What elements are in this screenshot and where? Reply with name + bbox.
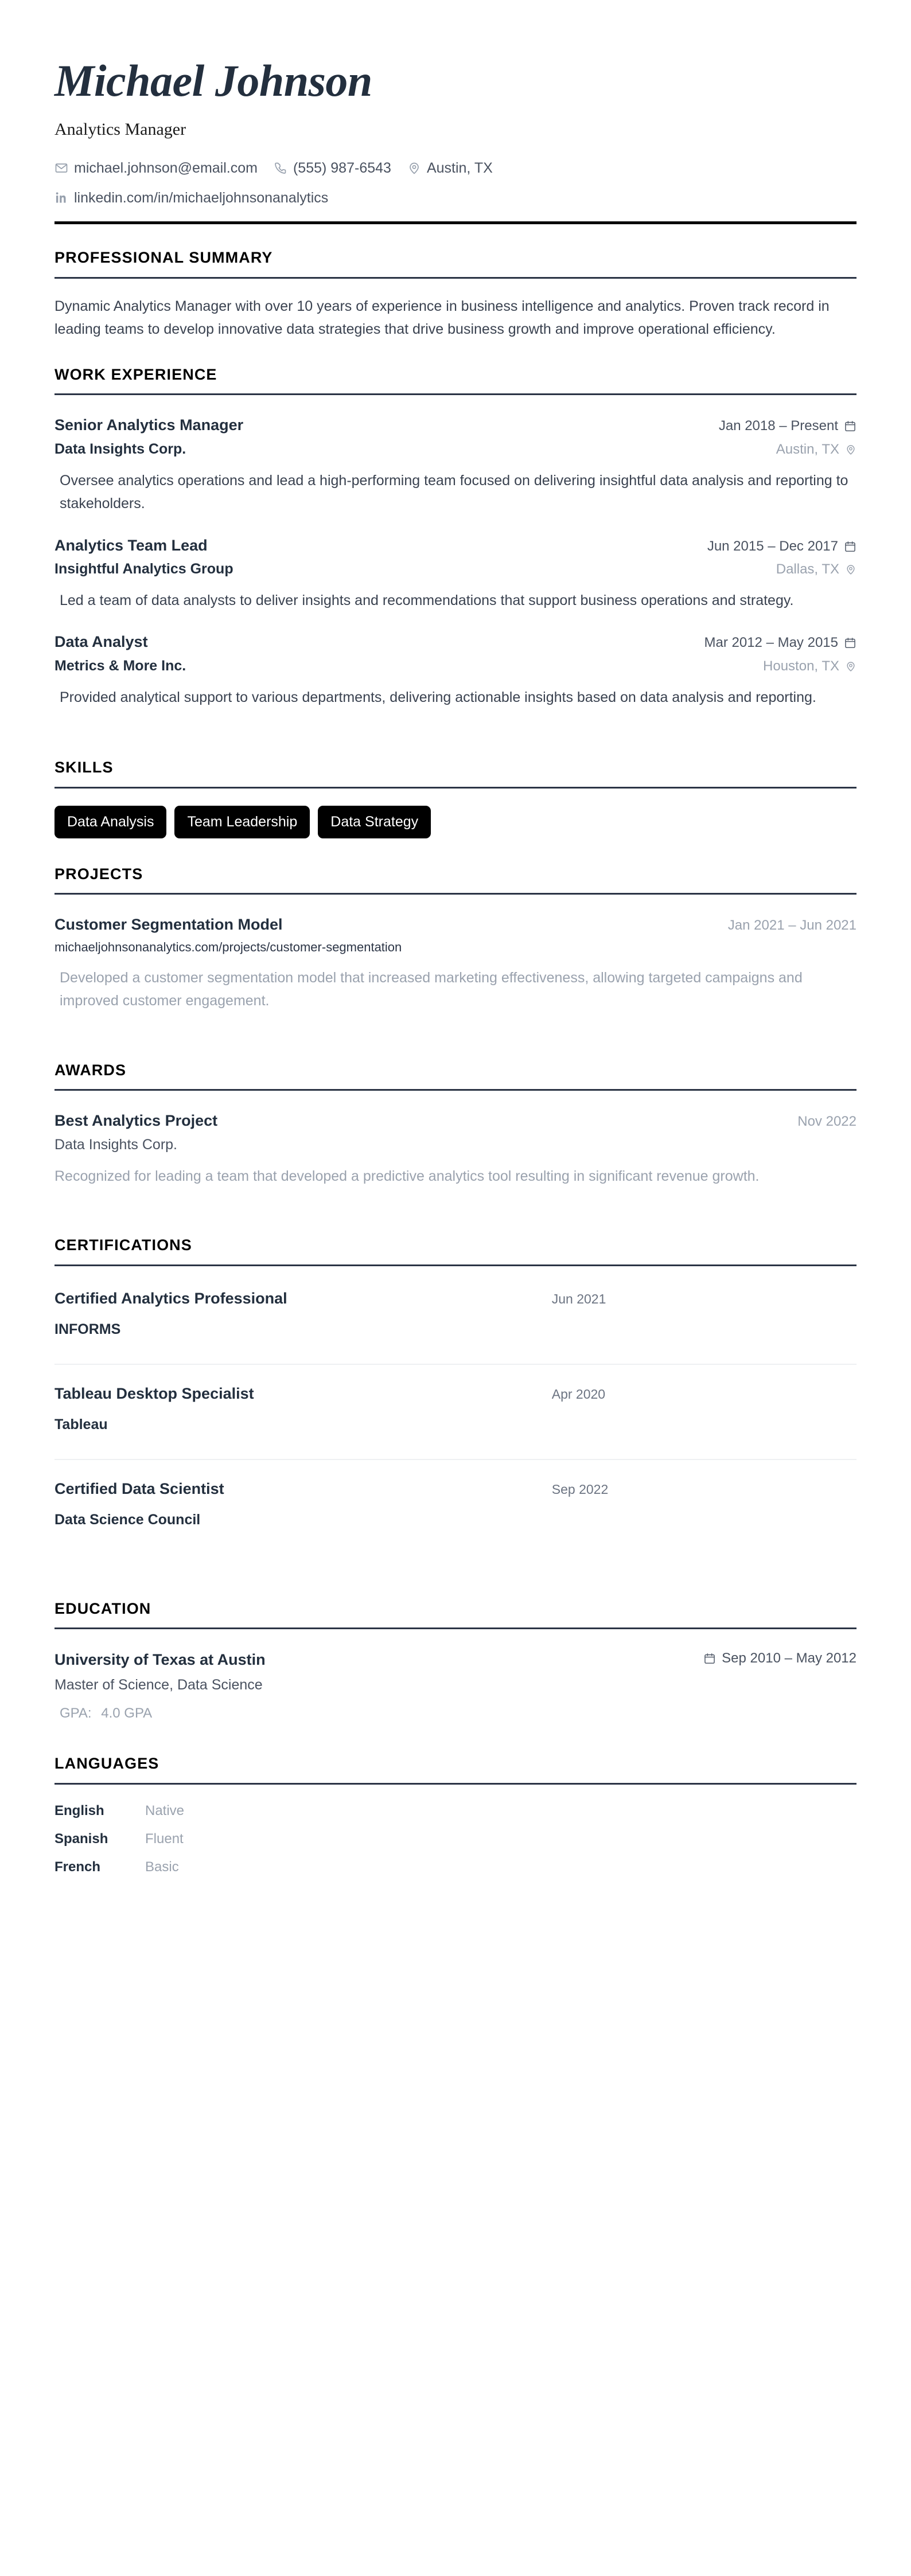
award-entry [54,1111,857,1188]
work-description: Led a team of data analysts to deliver insights and recommendations that support business operations and strategy. [60,592,794,608]
language-name: French [54,1859,101,1875]
calendar-icon [844,637,857,649]
section-title-awards: AWARDS [54,1061,127,1079]
summary-text: Dynamic Analytics Manager with over 10 years of experience in business intelligence and analytics. Proven track record in leading teams to develop innovative data strategies that drive business growth and improve operational efficiency. [54,298,830,338]
work-dates [707,538,857,555]
language-name: English [54,1802,104,1818]
education-dates-text: Sep 2010 – May 2012 [722,1650,857,1666]
education-entry-headline [54,1650,857,1670]
header-divider [54,221,857,224]
language-row [54,1802,857,1820]
work-location-text: Austin, TX [776,442,839,458]
work-entry-headline [54,536,857,556]
section-title-education: EDUCATION [54,1599,151,1617]
work-role: Data Analyst [54,633,148,651]
work-location [763,658,857,675]
education-entry [54,1650,857,1722]
section-divider [54,787,857,789]
work-dates-text: Jan 2018 – Present [718,418,838,434]
contact-linkedin-text: linkedin.com/in/michaeljohnsonanalytics [74,189,329,206]
section-divider [54,1264,857,1266]
education-degree: Master of Science, Data Science [54,1677,263,1693]
work-description: Oversee analytics operations and lead a high-performing team focused on delivering insightful data analysis and reporting to stakeholders. [60,472,848,512]
contact-location [407,159,493,177]
language-level: Fluent [145,1830,184,1847]
calendar-icon [703,1652,716,1665]
section-divider [54,1089,857,1091]
work-location-text: Dallas, TX [776,561,839,577]
language-row [54,1830,857,1848]
education-gpa [54,1704,857,1722]
work-company: Metrics & More Inc. [54,658,186,674]
section-languages [54,1755,857,1876]
calendar-icon [844,540,857,553]
project-dates [728,917,857,934]
award-date [797,1113,857,1130]
project-name: Customer Segmentation Model [54,916,283,934]
certification-item [54,1365,857,1460]
envelope-icon [54,161,68,175]
skill-chip[interactable]: Data Strategy [318,806,431,838]
certification-issuer: Tableau [54,1416,108,1433]
language-level: Native [145,1802,185,1818]
section-work-experience [54,366,857,709]
contact-email-text: michael.johnson@email.com [74,159,258,176]
education-dates [703,1650,857,1667]
section-skills [54,759,857,838]
work-description: Provided analytical support to various departments, delivering actionable insights based on data analysis and reporting. [60,689,816,705]
location-pin-icon [407,161,421,175]
skill-chip[interactable]: Team Leadership [174,806,310,838]
certification-item [54,1270,857,1365]
contact-row-secondary [54,189,857,206]
language-row [54,1858,857,1876]
candidate-headline: Analytics Manager [54,119,186,139]
section-divider [54,393,857,395]
location-pin-icon [845,564,857,575]
certification-headline [54,1289,857,1309]
work-dates-text: Mar 2012 – May 2015 [704,635,838,651]
work-dates [719,417,857,435]
work-company: Data Insights Corp. [54,441,186,458]
work-location [776,561,857,578]
project-description: Developed a customer segmentation model that increased marketing effectiveness, allowing targeted campaigns and improved customer engagement. [60,969,803,1009]
work-role: Senior Analytics Manager [54,416,244,434]
certification-date: Sep 2022 [551,1482,609,1497]
contact-phone-text: (555) 987-6543 [293,159,391,176]
education-gpa-label: GPA: [60,1705,92,1721]
project-entry-headline [54,915,857,935]
section-certifications [54,1237,857,1554]
skills-chip-list [54,806,857,838]
certification-headline [54,1480,857,1499]
award-entry-headline [54,1111,857,1131]
section-divider [54,1783,857,1785]
section-title-projects: PROJECTS [54,865,143,883]
section-projects [54,866,857,1013]
education-school: University of Texas at Austin [54,1651,266,1669]
skill-chip[interactable]: Data Analysis [54,806,166,838]
certification-issuer: Data Science Council [54,1512,201,1528]
contact-block [54,159,857,206]
contact-linkedin[interactable] [54,189,328,206]
section-title-skills: SKILLS [54,759,114,776]
section-title-summary: PROFESSIONAL SUMMARY [54,248,273,266]
work-location [776,441,857,458]
section-divider [54,893,857,895]
language-level: Basic [145,1859,179,1875]
work-dates-text: Jun 2015 – Dec 2017 [707,538,838,554]
phone-icon [274,161,287,175]
section-education [54,1601,857,1722]
award-issuer: Data Insights Corp. [54,1137,177,1153]
project-dates-text: Jan 2021 – Jun 2021 [727,918,857,934]
section-awards [54,1062,857,1188]
certification-date: Jun 2021 [551,1291,606,1306]
contact-email[interactable] [54,159,258,177]
work-entry [54,633,857,709]
work-entry-subline [54,435,857,459]
work-company: Insightful Analytics Group [54,561,233,577]
education-gpa-value: 4.0 GPA [101,1705,153,1721]
work-entry-headline [54,416,857,435]
contact-row-primary [54,159,857,177]
certification-list [54,1270,857,1555]
work-entry [54,536,857,612]
work-entry-subline [54,652,857,676]
certification-issuer: INFORMS [54,1321,121,1337]
section-title-work: WORK EXPERIENCE [54,365,217,383]
resume-header [54,57,857,224]
work-dates [704,634,857,651]
language-list [54,1802,857,1876]
contact-phone[interactable] [274,159,391,177]
candidate-name: Michael Johnson [54,56,372,106]
project-entry [54,915,857,1012]
work-location-text: Houston, TX [763,658,839,674]
section-title-certifications: CERTIFICATIONS [54,1236,192,1254]
calendar-icon [844,420,857,432]
section-divider [54,1627,857,1629]
work-entry-headline [54,633,857,652]
work-role: Analytics Team Lead [54,536,208,554]
language-name: Spanish [54,1830,108,1847]
award-date-text: Nov 2022 [797,1114,857,1130]
contact-location-text: Austin, TX [426,159,493,176]
certification-name: Certified Data Scientist [54,1480,224,1498]
award-description: Recognized for leading a team that developed a predictive analytics tool resulting in significant revenue growth. [54,1168,760,1184]
location-pin-icon [845,661,857,672]
location-pin-icon [845,444,857,455]
certification-name: Tableau Desktop Specialist [54,1385,254,1403]
certification-date: Apr 2020 [551,1387,606,1402]
section-title-languages: LANGUAGES [54,1754,159,1772]
certification-name: Certified Analytics Professional [54,1289,287,1307]
certification-item [54,1460,857,1554]
certification-headline [54,1384,857,1404]
award-name: Best Analytics Project [54,1112,218,1130]
section-divider [54,277,857,279]
section-professional-summary [54,249,857,341]
work-entry [54,416,857,515]
work-entry-subline [54,555,857,579]
linkedin-icon [54,191,68,205]
project-link[interactable]: michaeljohnsonanalytics.com/projects/customer-segmentation [54,940,402,955]
